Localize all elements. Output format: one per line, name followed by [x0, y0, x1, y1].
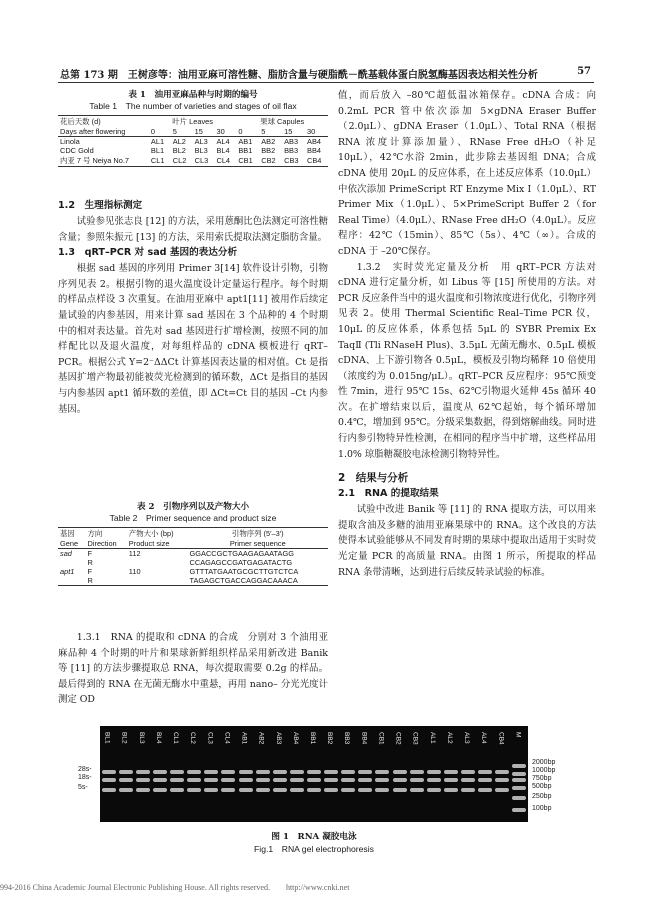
right-column: [338, 88, 596, 580]
gel-lane: [254, 726, 272, 822]
gel-band: [410, 788, 424, 792]
t1-cell: CB3: [284, 156, 299, 165]
gel-lane-label: BL4: [154, 732, 162, 744]
t1-cell: CL1: [150, 156, 165, 165]
figure-1-caption-en: Fig.1 RNA gel electrophoresis: [254, 844, 374, 854]
gel-band: [444, 788, 458, 792]
gel-band: [375, 770, 389, 774]
t2-cell: R: [87, 576, 93, 585]
t1-cell: CB1: [238, 156, 253, 165]
gel-band: [341, 788, 355, 792]
t2-cell: GGACCGCTGAAGAGAATAGG: [189, 549, 294, 558]
table-1-grid: [58, 115, 328, 167]
t2-cell: sad: [60, 549, 72, 558]
gel-lane: [442, 726, 460, 822]
gel-right-marker: 500bp: [532, 783, 552, 790]
gel-band: [204, 778, 218, 782]
gel-band: [153, 788, 167, 792]
gel-lane: [117, 726, 135, 822]
t1-capules: 果球 Capules: [260, 117, 305, 126]
gel-right-marker: 750bp: [532, 775, 552, 782]
gel-lane-label: BB2: [326, 732, 334, 745]
gel-band: [358, 770, 372, 774]
t1-day: 30: [307, 127, 316, 136]
gel-lane: [425, 726, 443, 822]
t1-cell: BL2: [172, 146, 186, 155]
gel-band: [427, 788, 441, 792]
gel-band: [290, 778, 304, 782]
left-column: [58, 198, 328, 417]
gel-band: [410, 778, 424, 782]
table-2: [58, 500, 328, 586]
gel-band: [324, 778, 338, 782]
gel-lane: [510, 726, 528, 822]
t1-leaves: 叶片 Leaves: [172, 117, 213, 126]
gel-band: [102, 788, 116, 792]
para-2-1: 试验中改进 Banik 等 [11] 的 RNA 提取方法，可以用来提取含油及多糖的油用亚麻果球中的 RNA。这个改良的方法使得本试验能够从不同发育时期的果球中提取出适用于实时荧光定量 PCR 的高质量 RNA。由图 1 所示，所提取的样品 RNA 条带清晰，达到进行后续反转录试验的标准。: [338, 504, 596, 578]
gel-band: [512, 796, 526, 800]
gel-lane: [476, 726, 494, 822]
table-row: [58, 549, 328, 559]
gel-band: [495, 788, 509, 792]
gel-band: [136, 778, 150, 782]
gel-band: [512, 764, 526, 768]
section-2-1: 2.1 RNA 的提取结果: [338, 488, 439, 500]
table-row: [58, 155, 328, 167]
t1-cell: AL2: [172, 137, 186, 146]
table-1-caption-cn: 表 1 油用亚麻品种与时期的编号: [128, 90, 258, 100]
gel-band: [170, 788, 184, 792]
gel-lane: [202, 726, 220, 822]
gel-lane-label: AB1: [240, 732, 248, 745]
t1-cell: CL2: [172, 156, 187, 165]
gel-band: [461, 788, 475, 792]
gel-lane: [237, 726, 255, 822]
gel-band: [324, 770, 338, 774]
t1-day: 30: [216, 127, 225, 136]
t2-cell: F: [87, 549, 93, 558]
gel-lane-label: BL2: [120, 732, 128, 744]
gel-band: [478, 770, 492, 774]
gel-lane-label: AL1: [428, 732, 436, 744]
t2-head: Direction: [87, 539, 117, 548]
t1-day: 5: [261, 127, 266, 136]
gel-band: [204, 788, 218, 792]
gel-lane: [288, 726, 306, 822]
gel-band: [512, 772, 526, 776]
t2-head: 方向: [87, 529, 103, 538]
gel-band: [461, 778, 475, 782]
gel-band: [239, 770, 253, 774]
gel-band: [221, 778, 235, 782]
gel-image: [100, 726, 528, 822]
gel-band: [119, 778, 133, 782]
gel-lane: [151, 726, 169, 822]
gel-band: [256, 778, 270, 782]
gel-band: [512, 808, 526, 812]
gel-band: [153, 770, 167, 774]
gel-band: [187, 770, 201, 774]
gel-lane-label: CL3: [206, 732, 214, 744]
table-row: [58, 137, 328, 147]
gel-band: [358, 788, 372, 792]
para-1-3-1-text: 分别对 3 个油用亚麻品种 4 个时期的叶片和果球新鲜组织样品采用新改进 Banik 等 [11] 的方法步骤提取总 RNA，每次提取需要 0.2g 的样品。最后得到的 RNA 在无菌无酶水中重悬，再用 nano– 分光光度计测定 OD: [58, 632, 328, 706]
gel-band: [393, 770, 407, 774]
t2-cell: [58, 558, 86, 567]
gel-lane-label: CB1: [377, 732, 385, 745]
gel-band: [393, 778, 407, 782]
t1-cell: Linola: [60, 137, 80, 146]
gel-band: [461, 770, 475, 774]
t1-cell: CL3: [194, 156, 209, 165]
gel-lane-label: CL1: [172, 732, 180, 744]
gel-band: [136, 770, 150, 774]
t2-head: Primer sequence: [229, 539, 286, 548]
gel-lane: [408, 726, 426, 822]
gel-lane-label: BB3: [343, 732, 351, 745]
t2-head: Product size: [128, 539, 170, 548]
gel-band: [307, 778, 321, 782]
t1-cell: AL3: [194, 137, 208, 146]
t1-cell: CL4: [216, 156, 231, 165]
t1-cell: AB3: [284, 137, 299, 146]
gel-band: [341, 778, 355, 782]
gel-band: [341, 770, 355, 774]
gel-lane: [356, 726, 374, 822]
t1-day: 5: [172, 127, 177, 136]
gel-lane: [134, 726, 152, 822]
gel-lane-label: AB4: [291, 732, 299, 745]
gel-band: [444, 770, 458, 774]
t2-head: 产物大小 (bp): [128, 529, 174, 538]
gel-band: [375, 788, 389, 792]
gel-band: [478, 778, 492, 782]
gel-band: [290, 770, 304, 774]
gel-lane: [459, 726, 477, 822]
gel-band: [512, 778, 526, 782]
gel-band: [410, 770, 424, 774]
t2-cell: [127, 576, 188, 586]
t2-cell: TAGAGCTGACCAGGACAAACA: [189, 576, 298, 585]
gel-lane-label: AL3: [463, 732, 471, 744]
t1-cell: CB4: [307, 156, 322, 165]
gel-band: [495, 770, 509, 774]
gel-band: [256, 770, 270, 774]
para-1-3-1: [58, 630, 328, 708]
gel-band: [153, 778, 167, 782]
gel-lane-label: CL4: [223, 732, 231, 744]
gel-lane: [168, 726, 186, 822]
gel-lane: [185, 726, 203, 822]
para-1-2: 试验参见张志良 [12] 的方法，采用蒽酮比色法测定可溶性糖含量；参照朱振元 [13] 的方法，采用索氏提取法测定脂肪含量。: [58, 216, 328, 243]
gel-band: [221, 788, 235, 792]
t2-cell: apt1: [60, 567, 75, 576]
gel-left-marker: 5s-: [78, 784, 88, 791]
t2-head: 引物序列 (5′–3′): [231, 529, 284, 538]
gel-band: [102, 778, 116, 782]
gel-band: [136, 788, 150, 792]
gel-lane-label: BB4: [360, 732, 368, 745]
gel-lane-label: AB3: [274, 732, 282, 745]
gel-band: [427, 778, 441, 782]
gel-right-markers: [530, 726, 580, 826]
gel-left-markers: [76, 726, 100, 822]
gel-lane: [391, 726, 409, 822]
gel-lane-label: BL1: [103, 732, 111, 744]
t1-cell: CDC Gold: [60, 146, 94, 155]
t1-cell: BL4: [216, 146, 230, 155]
section-1-3-1: 1.3.1 RNA 的提取和 cDNA 的合成: [76, 632, 239, 643]
gel-right-marker: 1000bp: [532, 767, 556, 774]
t2-head: Gene: [60, 539, 79, 548]
gel-left-marker: 18s-: [78, 774, 92, 781]
t1-cell: CB2: [261, 156, 276, 165]
gel-lane-label: AL2: [445, 732, 453, 744]
t1-cell: AL1: [150, 137, 165, 146]
gel-lane-label: CB3: [411, 732, 419, 745]
gel-band: [290, 788, 304, 792]
t2-cell: 110: [128, 567, 141, 576]
gel-band: [324, 788, 338, 792]
t1-day: 0: [238, 127, 243, 136]
section-1-2: 1.2 生理指标测定: [58, 200, 143, 211]
gel-band: [119, 788, 133, 792]
gel-lane: [271, 726, 289, 822]
figure-1-caption-cn: 图 1 RNA 凝胶电泳: [271, 832, 357, 842]
t1-day: 0: [150, 127, 156, 136]
t1-cell: AB2: [261, 137, 276, 146]
gel-band: [427, 770, 441, 774]
t2-cell: CCAGAGCCGATGAGATACTG: [189, 558, 293, 567]
t2-cell: GTTTATGAATGCGCTTGTCTCA: [189, 567, 299, 576]
t1-cell: BB4: [307, 146, 321, 155]
t1-h1: 花后天数 (d): [60, 117, 101, 126]
gel-lane-label: CB4: [497, 732, 505, 745]
t1-cell: BB3: [284, 146, 299, 155]
gel-band: [187, 778, 201, 782]
t2-cell: F: [87, 567, 93, 576]
gel-lane-label: BB1: [309, 732, 316, 745]
gel-lane: [219, 726, 237, 822]
t2-cell: [58, 576, 86, 586]
gel-band: [273, 778, 287, 782]
section-2: 2 结果与分析: [338, 472, 409, 485]
gel-band: [512, 786, 526, 790]
para-1-3-2: [338, 260, 596, 463]
gel-band: [358, 778, 372, 782]
para-rna-cont: 值，而后放入 –80℃超低温冰箱保存。cDNA 合成：向 0.2mL PCR 管中依次添加 5×gDNA Eraser Buffer（2.0μL）、gDNA Eraser（1.0μL）、Total RNA（根据 RNA 浓度计算添加量）、RNase Free dH₂O（补足 10μL），42℃水浴 2min，此步除去基因组 DNA；合成 cDNA 使用 20μL 的反应体系，在上述反应体系（10.0μL）中依次添加 PrimeScript RT Enzyme Mix Ⅰ（1.0μL）、RT Primer Mix（1.0μL）、5×PrimeScript Buffer 2（for Real Time）（4.0μL）、RNase Free dH₂O（4.0μL）。反应程序：42℃（15min）、85℃（5s）、4℃（∞）。合成的 cDNA 于 –20℃保存。: [338, 90, 596, 257]
gel-band: [273, 788, 287, 792]
table-2-grid: [58, 527, 328, 586]
t1-cell: 内亚 7 号 Neiya No.7: [60, 156, 130, 165]
page-number: 57: [577, 66, 591, 77]
gel-lane: [339, 726, 357, 822]
t1-h1b: Days after flowering: [60, 127, 126, 136]
gel-band: [307, 770, 321, 774]
table-row: [58, 558, 328, 567]
section-1-3: 1.3 qRT–PCR 对 sad 基因的表达分析: [58, 247, 238, 259]
para-1-3: 根据 sad 基因的序列用 Primer 3[14] 软件设计引物，引物序列见表 2。根据引物的退火温度设计定量运行程序。每个时期的样品点样设 3 次重复。在油用亚麻中 apt1[11] 被用作后续定量试验的内参基因，用来计算 sad 基因在 3 个品种的 4 个时期中的相对表达量。首先对 sad 基因进行扩增检测，按照不同的加样配比以及退火温度，对每组样品的 cDNA 模板进行 qRT–PCR。根据公式 Y=2⁻ΔΔCt 计算基因表达量的相对值。Ct 是指基因扩增产物最初能被荧光检测到的循环数，ΔCt 是指目的基因与内参基因 apt1 循环数的差值，即 ΔCt=Ct 目的基因 –Ct 内参基因。: [58, 263, 328, 415]
gel-band: [170, 778, 184, 782]
t1-cell: AB4: [307, 137, 321, 146]
gel-lane-label: CL2: [189, 732, 197, 744]
t2-cell: 112: [128, 549, 141, 558]
table-row: [58, 146, 328, 155]
t1-cell: AL4: [216, 137, 230, 146]
gel-band: [102, 770, 116, 774]
gel-band: [119, 770, 133, 774]
gel-band: [478, 788, 492, 792]
t1-cell: BB1: [238, 146, 253, 155]
footer: 994-2016 China Academic Journal Electronic Publishing House. All rights reserved. http://www.cnki.net: [0, 883, 350, 892]
gel-band: [187, 788, 201, 792]
t2-cell: R: [87, 558, 93, 567]
gel-lane-label: M: [514, 732, 522, 738]
gel-band: [444, 778, 458, 782]
gel-lane: [100, 726, 118, 822]
table-1: [58, 88, 328, 167]
table-row: [58, 567, 328, 576]
gel-lane: [305, 726, 323, 822]
table-2-caption-cn: 表 2 引物序列以及产物大小: [136, 502, 250, 512]
t2-cell: [127, 558, 188, 567]
gel-right-marker: 250bp: [532, 793, 552, 800]
t1-day: 15: [284, 127, 293, 136]
table-2-caption-en: Table 2 Primer sequence and product size: [109, 513, 277, 523]
gel-band: [239, 778, 253, 782]
gel-lane: [373, 726, 391, 822]
t1-cell: BB2: [261, 146, 276, 155]
gel-lane: [493, 726, 511, 822]
gel-band: [307, 788, 321, 792]
gel-left-marker: 28s-: [78, 766, 92, 773]
gel-lane-label: AB2: [257, 732, 265, 745]
t2-head: 基因: [60, 529, 75, 538]
gel-lane-label: AL4: [480, 732, 488, 744]
header-title: 总第 173 期 王树彦等：油用亚麻可溶性糖、脂肪含量与硬脂酰－酰基载体蛋白脱氢酶基因表达相关性分析: [60, 70, 538, 81]
gel-right-marker: 100bp: [532, 805, 552, 812]
gel-band: [204, 770, 218, 774]
running-header: [60, 66, 591, 81]
t1-cell: AB1: [238, 137, 253, 146]
gel-lane: [322, 726, 340, 822]
t1-cell: BL3: [194, 146, 208, 155]
t1-cell: BL1: [150, 146, 165, 155]
gel-band: [256, 788, 270, 792]
gel-band: [239, 788, 253, 792]
gel-lane-label: BL3: [137, 732, 145, 744]
table-row: [58, 576, 328, 586]
gel-band: [375, 778, 389, 782]
gel-lane-label: CB2: [394, 732, 402, 745]
t1-day: 15: [194, 127, 203, 136]
gel-band: [495, 778, 509, 782]
gel-band: [393, 788, 407, 792]
section-1-3-2: 1.3.2 实时荧光定量及分析: [356, 261, 491, 273]
header-rule: [58, 82, 594, 83]
para-1-3-2-text: 用 qRT–PCR 方法对 cDNA 进行定量分析，如 Libus 等 [15] 所使用的方法。对 PCR 反应条件当中的退火温度和引物浓度进行优化，引物序列见表 2。使用 Thermal Scientific Real–Time PCR 仪，10μL 的反应体系，体系包括 5μL 的 SYBR Premix Ex TaqⅡ (Tli RNaseH Plus)、3.5μL 无菌无酶水、0.5μL 模板 cDNA、上下游引物各 0.5μL，模板及引物均稀释 10 倍使用（浓度约为 0.015ng/μL）。qRT–PCR 反应程序：95℃预变性 7min，进行 95℃ 15s、62℃引物退火延伸 45s 循环 40 次。在扩增结束以后，温度从 62℃起始，每个循环增加 0.4℃，增加到 95℃。分级采集数据，得到熔解曲线。同时进行内参引物特异性检测，在相同的程序当中扩增，这些样品用 1.0% 琼脂糖凝胶电泳检测引物特异性。: [338, 261, 596, 460]
table-1-caption-en: Table 1 The number of varieties and stages of oil flax: [89, 101, 297, 111]
gel-band: [221, 770, 235, 774]
gel-band: [170, 770, 184, 774]
gel-right-marker: 2000bp: [532, 759, 556, 766]
gel-band: [273, 770, 287, 774]
left-column-bottom: [58, 630, 328, 708]
